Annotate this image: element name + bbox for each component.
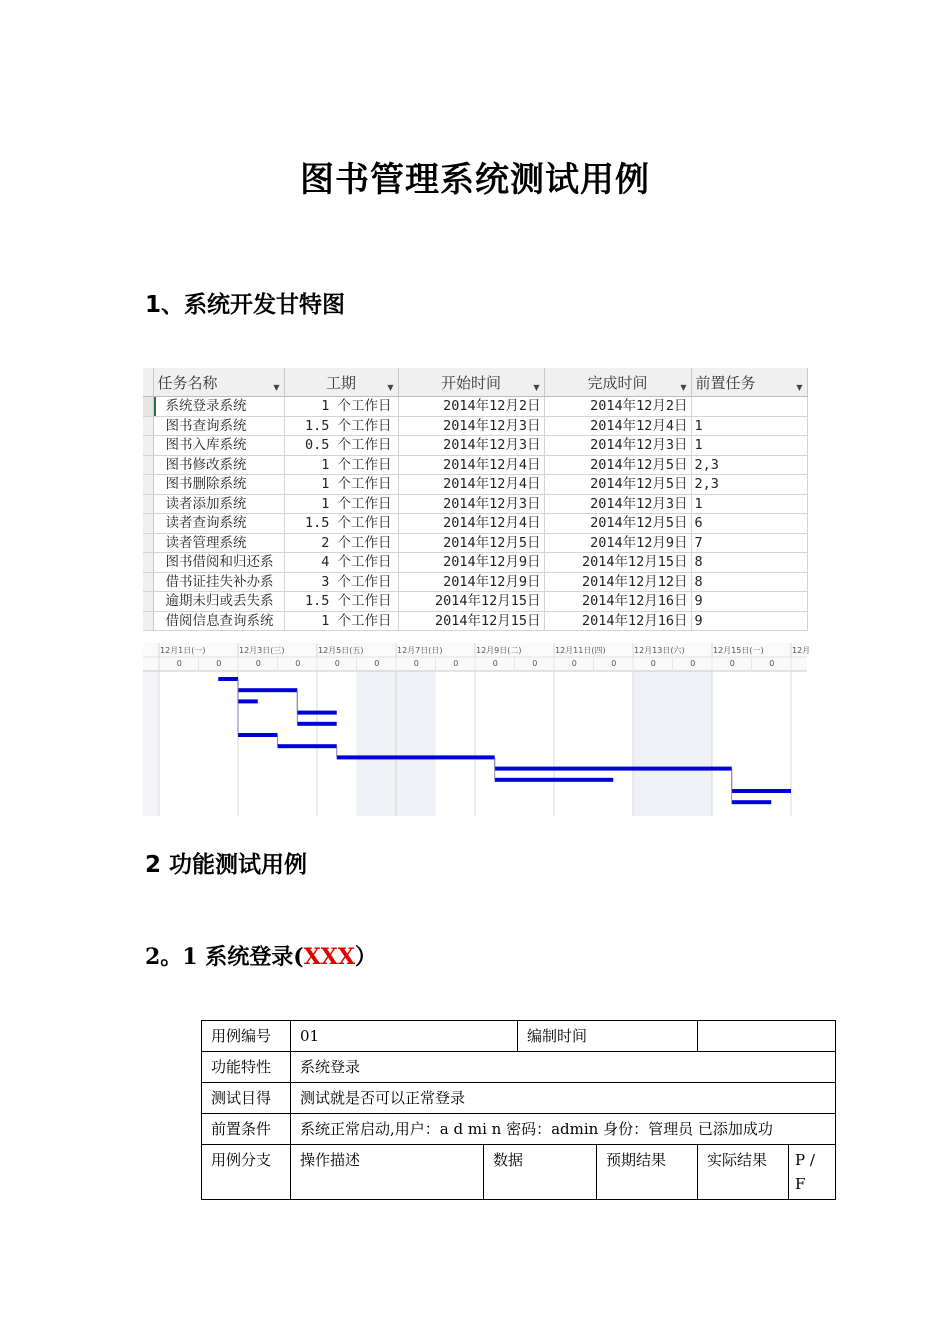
row-header [143, 514, 153, 534]
case-col-data: 数据 [484, 1145, 597, 1200]
task-row [143, 572, 807, 592]
case-col-operation: 操作描述 [291, 1145, 484, 1200]
task-finish-cell[interactable]: 2014年12月3日 [544, 436, 691, 456]
case-col-pass-fail: P / F [789, 1145, 836, 1200]
task-table-header [143, 368, 807, 397]
gantt-sub-label: 0 [492, 659, 498, 668]
task-start-cell[interactable]: 2014年12月15日 [398, 592, 544, 612]
row-header [143, 436, 153, 456]
gantt-bar [238, 733, 278, 737]
task-start-cell[interactable]: 2014年12月3日 [398, 436, 544, 456]
task-predecessor-cell[interactable]: 7 [691, 533, 807, 553]
task-predecessor-cell[interactable]: 1 [691, 494, 807, 514]
task-row [143, 514, 807, 534]
gantt-bar [297, 711, 337, 715]
task-finish-cell[interactable]: 2014年12月3日 [544, 494, 691, 514]
dropdown-arrow-icon[interactable]: ▼ [680, 383, 687, 392]
task-predecessor-cell[interactable]: 8 [691, 553, 807, 573]
task-name-cell[interactable]: 借书证挂失补办系 [153, 572, 284, 592]
task-duration-cell[interactable]: 1.5 个工作日 [284, 514, 398, 534]
task-start-cell[interactable]: 2014年12月4日 [398, 514, 544, 534]
case-feature-label: 功能特性 [202, 1052, 291, 1083]
task-duration-cell[interactable]: 0.5 个工作日 [284, 436, 398, 456]
case-goal-value[interactable]: 测试就是否可以正常登录 [291, 1083, 836, 1114]
gantt-bar [495, 767, 732, 771]
task-finish-cell[interactable]: 2014年12月5日 [544, 475, 691, 495]
gantt-sub-label: 0 [374, 659, 380, 668]
gantt-sub-label: 0 [532, 659, 538, 668]
case-feature-value[interactable]: 系统登录 [291, 1052, 836, 1083]
task-predecessor-cell[interactable]: 1 [691, 436, 807, 456]
task-name-cell[interactable]: 读者查询系统 [153, 514, 284, 534]
col-header-start[interactable]: 开始时间 ▼ [398, 368, 544, 397]
gantt-bar [297, 722, 337, 726]
task-duration-cell[interactable]: 1 个工作日 [284, 397, 398, 417]
gantt-date-label: 12月3日(三) [239, 646, 285, 655]
task-predecessor-cell[interactable]: 9 [691, 592, 807, 612]
gantt-date-label: 12月9日(二) [476, 646, 522, 655]
task-row [143, 416, 807, 436]
task-finish-cell[interactable]: 2014年12月15日 [544, 553, 691, 573]
gantt-sub-label: 0 [611, 659, 617, 668]
gantt-bar [238, 688, 297, 692]
gantt-sub-label: 0 [571, 659, 577, 668]
gantt-svg [143, 643, 811, 816]
task-predecessor-cell[interactable]: 2,3 [691, 455, 807, 475]
case-goal-label: 测试目得 [202, 1083, 291, 1114]
case-col-branch: 用例分支 [202, 1145, 291, 1200]
case-time-label: 编制时间 [518, 1021, 698, 1052]
gantt-bar [278, 744, 337, 748]
gantt-sub-label: 0 [176, 659, 182, 668]
task-name-cell[interactable]: 图书删除系统 [153, 475, 284, 495]
gantt-date-label: 12月 [792, 646, 811, 655]
col-header-duration[interactable]: 工期 ▼ [284, 368, 398, 397]
task-name-cell[interactable]: 图书借阅和归还系 [153, 553, 284, 573]
task-duration-cell[interactable]: 3 个工作日 [284, 572, 398, 592]
subsection-heading-login: 2。1 系统登录(XXX） [145, 944, 377, 970]
row-header [143, 611, 153, 631]
row-header [143, 533, 153, 553]
case-col-expected: 预期结果 [597, 1145, 698, 1200]
task-row [143, 592, 807, 612]
task-name-cell[interactable]: 系统登录系统 [153, 397, 284, 417]
row-header [143, 475, 153, 495]
task-start-cell[interactable]: 2014年12月3日 [398, 416, 544, 436]
placeholder-name: XXX [303, 944, 355, 970]
gantt-bar [732, 789, 791, 793]
task-finish-cell[interactable]: 2014年12月2日 [544, 397, 691, 417]
gantt-date-label: 12月1日(一) [160, 646, 206, 655]
task-duration-cell[interactable]: 1 个工作日 [284, 475, 398, 495]
section-heading-functional-tests: 2 功能测试用例 [145, 852, 308, 878]
task-predecessor-cell[interactable]: 2,3 [691, 475, 807, 495]
task-start-cell[interactable]: 2014年12月2日 [398, 397, 544, 417]
case-time-value[interactable] [698, 1021, 836, 1052]
task-start-cell[interactable]: 2014年12月9日 [398, 553, 544, 573]
col-header-finish[interactable]: 完成时间 ▼ [544, 368, 691, 397]
task-finish-cell[interactable]: 2014年12月5日 [544, 455, 691, 475]
task-duration-cell[interactable]: 4 个工作日 [284, 553, 398, 573]
gantt-date-label: 12月13日(六) [634, 646, 685, 655]
task-predecessor-cell[interactable]: 9 [691, 611, 807, 631]
gantt-bar [495, 778, 614, 782]
gantt-bar [238, 699, 258, 703]
task-row [143, 533, 807, 553]
dropdown-arrow-icon[interactable]: ▼ [273, 383, 280, 392]
gantt-bar [218, 677, 238, 681]
row-header [143, 572, 153, 592]
gantt-sub-label: 0 [769, 659, 775, 668]
task-finish-cell[interactable]: 2014年12月12日 [544, 572, 691, 592]
case-id-value[interactable]: 01 [291, 1021, 518, 1052]
task-start-cell[interactable]: 2014年12月9日 [398, 572, 544, 592]
task-start-cell[interactable]: 2014年12月4日 [398, 475, 544, 495]
task-finish-cell[interactable]: 2014年12月5日 [544, 514, 691, 534]
gantt-sub-label: 0 [216, 659, 222, 668]
gantt-sub-label: 0 [295, 659, 301, 668]
gantt-date-label: 12月15日(一) [713, 646, 764, 655]
task-duration-cell[interactable]: 1 个工作日 [284, 455, 398, 475]
dropdown-arrow-icon[interactable]: ▼ [796, 383, 803, 392]
corner-cell [143, 368, 153, 397]
task-name-cell[interactable]: 图书查询系统 [153, 416, 284, 436]
task-finish-cell[interactable]: 2014年12月4日 [544, 416, 691, 436]
gantt-sub-label: 0 [255, 659, 261, 668]
row-header [143, 494, 153, 514]
document-title: 图书管理系统测试用例 [300, 160, 650, 200]
row-header [143, 416, 153, 436]
task-row [143, 611, 807, 631]
task-duration-cell[interactable]: 1 个工作日 [284, 611, 398, 631]
task-predecessor-cell[interactable] [691, 397, 807, 417]
task-start-cell[interactable]: 2014年12月5日 [398, 533, 544, 553]
task-row [143, 436, 807, 456]
col-header-name[interactable]: 任务名称 ▼ [153, 368, 284, 397]
row-header [143, 397, 153, 417]
row-header [143, 455, 153, 475]
task-predecessor-cell[interactable]: 1 [691, 416, 807, 436]
task-start-cell[interactable]: 2014年12月3日 [398, 494, 544, 514]
task-start-cell[interactable]: 2014年12月15日 [398, 611, 544, 631]
gantt-sub-label: 0 [334, 659, 340, 668]
task-duration-cell[interactable]: 1 个工作日 [284, 494, 398, 514]
task-name-cell[interactable]: 读者管理系统 [153, 533, 284, 553]
gantt-bar [337, 755, 495, 759]
task-duration-cell[interactable]: 1.5 个工作日 [284, 416, 398, 436]
gantt-sub-label: 0 [453, 659, 459, 668]
task-row [143, 494, 807, 514]
gantt-sub-label: 0 [650, 659, 656, 668]
col-header-predecessors[interactable]: 前置任务 ▼ [691, 368, 807, 397]
row-header [143, 592, 153, 612]
task-finish-cell[interactable]: 2014年12月9日 [544, 533, 691, 553]
task-row [143, 553, 807, 573]
gantt-date-label: 12月11日(四) [555, 646, 606, 655]
dropdown-arrow-icon[interactable]: ▼ [387, 383, 394, 392]
task-finish-cell[interactable]: 2014年12月16日 [544, 611, 691, 631]
task-row [143, 397, 807, 417]
weekend-shade [633, 671, 712, 816]
task-predecessor-cell[interactable]: 8 [691, 572, 807, 592]
task-table [143, 368, 808, 631]
gantt-date-label: 12月5日(五) [318, 646, 364, 655]
gantt-date-label: 12月7日(日) [397, 646, 443, 655]
gantt-chart [143, 643, 811, 816]
task-predecessor-cell[interactable]: 6 [691, 514, 807, 534]
gantt-sub-label: 0 [729, 659, 735, 668]
task-name-cell[interactable]: 图书入库系统 [153, 436, 284, 456]
task-name-cell[interactable]: 逾期未归或丢失系 [153, 592, 284, 612]
task-start-cell[interactable]: 2014年12月4日 [398, 455, 544, 475]
case-precondition-value[interactable]: 系统正常启动,用户：a d mi n 密码：admin 身份：管理员 已添加成功 [291, 1114, 836, 1145]
task-row [143, 455, 807, 475]
task-row [143, 475, 807, 495]
task-name-cell[interactable]: 读者添加系统 [153, 494, 284, 514]
task-duration-cell[interactable]: 1.5 个工作日 [284, 592, 398, 612]
gantt-sub-label: 0 [413, 659, 419, 668]
task-name-cell[interactable]: 图书修改系统 [153, 455, 284, 475]
task-duration-cell[interactable]: 2 个工作日 [284, 533, 398, 553]
test-case-table [201, 1020, 836, 1200]
case-col-actual: 实际结果 [698, 1145, 789, 1200]
dropdown-arrow-icon[interactable]: ▼ [533, 383, 540, 392]
section-heading-gantt: 1、系统开发甘特图 [145, 292, 346, 318]
task-finish-cell[interactable]: 2014年12月16日 [544, 592, 691, 612]
gantt-sub-label: 0 [690, 659, 696, 668]
row-header [143, 553, 153, 573]
case-id-label: 用例编号 [202, 1021, 291, 1052]
gantt-bar [732, 800, 772, 804]
case-precondition-label: 前置条件 [202, 1114, 291, 1145]
task-name-cell[interactable]: 借阅信息查询系统 [153, 611, 284, 631]
